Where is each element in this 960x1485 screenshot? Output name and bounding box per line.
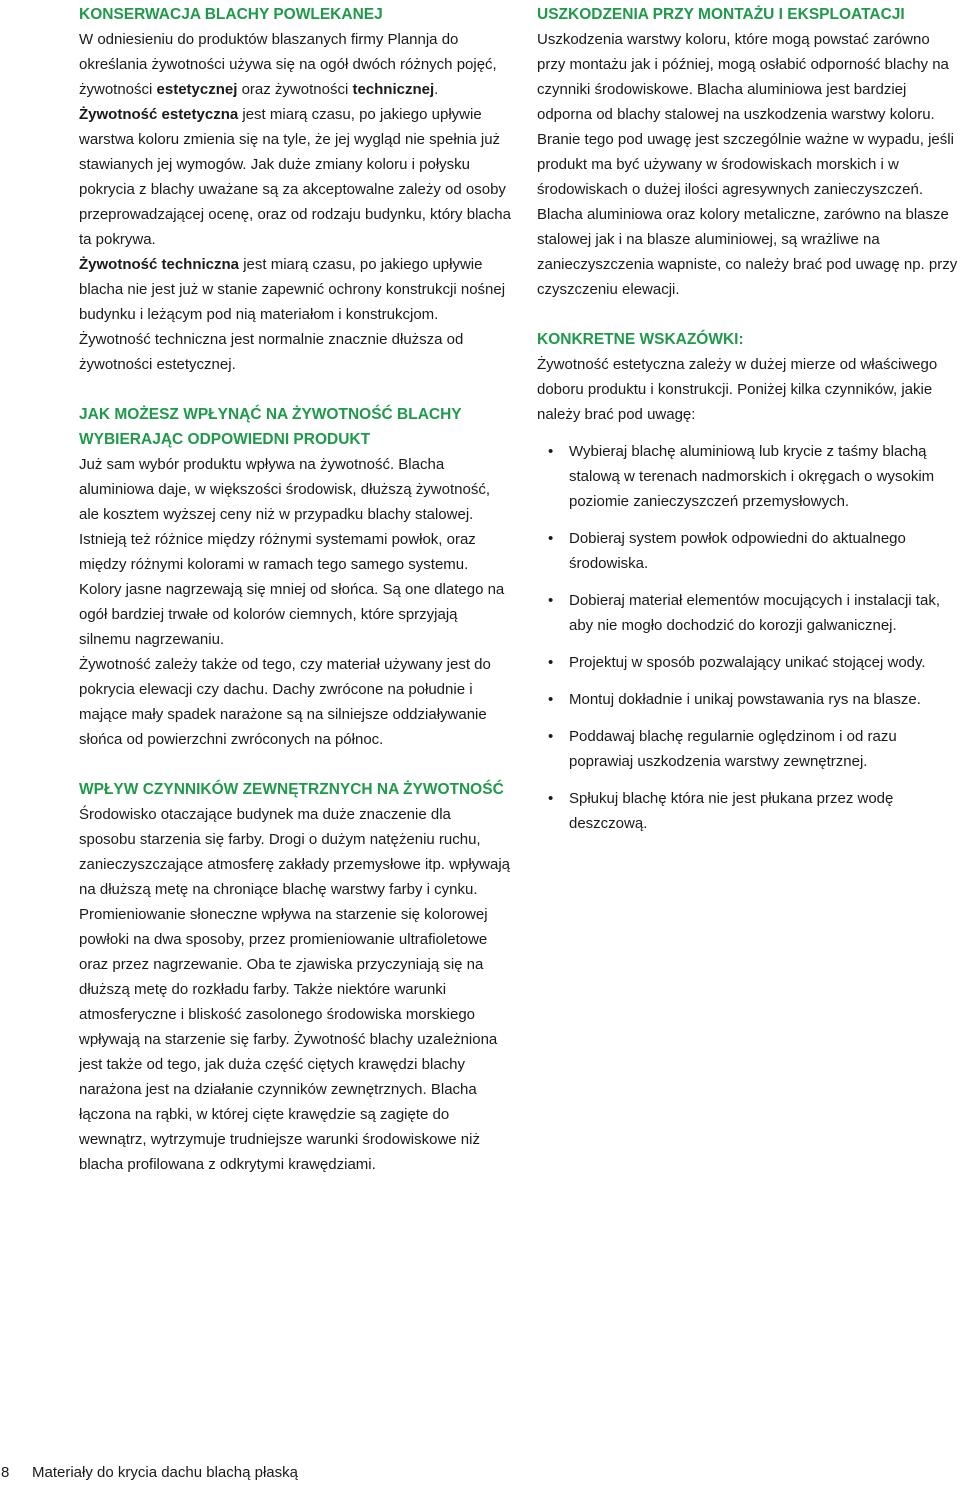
list-item: • Wybieraj blachę aluminiową lub krycie z taśmy blachą stalową w terenach nadmorskich i okręgach o wysokim poziomie zanieczyszczeń przemysłowych. xyxy=(537,439,960,514)
bullet-icon: • xyxy=(548,790,554,807)
bullet-icon: • xyxy=(548,443,554,460)
section-heading-konserwacja: KONSERWACJA BLACHY POWLEKANEJ xyxy=(79,6,383,23)
bullet-icon: • xyxy=(548,728,554,745)
paragraph-technical-lifetime: Żywotność techniczna jest miarą czasu, po jakiego upływie blacha nie jest już w stanie zapewnić ochrony konstrukcji nośnej budynku i leżącym pod nią materiałom i konstrukcjom. Żywotność techniczna jest normalnie znacznie dłuższa od żywotności estetycznej. xyxy=(79,256,506,373)
tips-list xyxy=(537,439,960,836)
section-heading-tips: KONKRETNE WSKAZÓWKI: xyxy=(537,331,744,348)
list-item: • Dobieraj system powłok odpowiedni do aktualnego środowiska. xyxy=(537,526,960,576)
paragraph-roof-facade: Żywotność zależy także od tego, czy materiał używany jest do pokrycia elewacji czy dachu. Dachy zwrócone na południe i mające mały spadek narażone są na silniejsze oddziaływanie słońca od powierzchni zwróconych na północ. xyxy=(79,656,491,748)
section-heading-damage: USZKODZENIA PRZY MONTAŻU I EKSPLOATACJI xyxy=(537,6,905,23)
section-heading-external-factors: WPŁYW CZYNNIKÓW ZEWNĘTRZNYCH NA ŻYWOTNOŚĆ xyxy=(79,781,504,798)
bullet-icon: • xyxy=(548,530,554,547)
paragraph-external-factors: Środowisko otaczające budynek ma duże znaczenie dla sposobu starzenia się farby. Drogi o dużym natężeniu ruchu, zanieczyszczające atmosferę zakłady przemysłowe itp. wpływają na dłuższą metę na chroniące blachę warstwy farby i cynku. Promieniowanie słoneczne wpływa na starzenie się kolorowej powłoki na dwa sposoby, przez promieniowanie ultrafioletowe oraz przez nagrzewanie. Oba te zjawiska przyczyniają się na dłuższą metę do rozkładu farby. Także niektóre warunki atmosferyczne i bliskość zasolonego środowiska morskiego wpływają na starzenie się farby. Żywotność blachy uzależniona jest także od tego, jak duża część ciętych krawędzi blachy narażona jest na działanie czynników zewnętrznych. Blacha łączona na rąbki, w której cięte krawędzie są zagięte do wewnątrz, wytrzymuje trudniejsze warunki środowiskowe niż blacha profilowana z odkrytymi krawędziami. xyxy=(79,806,511,1173)
left-column xyxy=(79,0,511,1177)
paragraph-intro: W odniesieniu do produktów blaszanych firmy Plannja do określania żywotności używa się na ogół dwóch różnych pojęć, żywotności estetycznej oraz żywotności technicznej. xyxy=(79,31,497,98)
page-number: 8 xyxy=(1,1464,10,1481)
bullet-icon: • xyxy=(548,592,554,609)
list-item: • Montuj dokładnie i unikaj powstawania rys na blasze. xyxy=(537,687,960,712)
paragraph-damage: Uszkodzenia warstwy koloru, które mogą powstać zarówno przy montażu jak i później, mogą osłabić odporność blachy na czynniki środowiskowe. Blacha aluminiowa jest bardziej odporna od blachy stalowej na uszkodzenia warstwy koloru. Branie tego pod uwagę jest szczególnie ważne w wypadu, jeśli produkt ma być używany w środowiskach morskich i w środowiskach o dużej ilości agresywnych zanieczyszczeń. Blacha aluminiowa oraz kolory metaliczne, zarówno na blasze stalowej jak i na blasze aluminiowej, są wrażliwe na zanieczyszczenia wapniste, co należy brać pod uwagę np. przy czyszczeniu elewacji. xyxy=(537,31,958,298)
paragraph-tips-intro: Żywotność estetyczna zależy w dużej mierze od właściwego doboru produktu i konstrukcji. Poniżej kilka czynników, jakie należy brać pod uwagę: xyxy=(537,356,938,423)
right-column xyxy=(537,0,960,836)
bullet-icon: • xyxy=(548,691,554,708)
bullet-icon: • xyxy=(548,654,554,671)
paragraph-product-choice: Już sam wybór produktu wpływa na żywotność. Blacha aluminiowa daje, w większości środowisk, dłuższą żywotność, ale kosztem wyższej ceny niż w przypadku blachy stalowej. Istnieją też różnice między różnymi systemami powłok, oraz między różnymi kolorami w ramach tego samego systemu. Kolory jasne nagrzewają się mniej od słońca. Są one dlatego na ogół bardziej trwałe od kolorów ciemnych, które sprzyjają silnemu nagrzewaniu. xyxy=(79,456,505,648)
list-item: • Projektuj w sposób pozwalający unikać stojącej wody. xyxy=(537,650,960,675)
section-heading-product-choice: JAK MOŻESZ WPŁYNĄĆ NA ŻYWOTNOŚĆ BLACHY WYBIERAJĄC ODPOWIEDNI PRODUKT xyxy=(79,406,462,448)
list-item: • Dobieraj materiał elementów mocujących i instalacji tak, aby nie mogło dochodzić do korozji galwanicznej. xyxy=(537,588,960,638)
list-item: • Spłukuj blachę która nie jest płukana przez wodę deszczową. xyxy=(537,786,960,836)
paragraph-aesthetic-lifetime: Żywotność estetyczna jest miarą czasu, po jakiego upływie warstwa koloru zmienia się na tyle, że jej wygląd nie spełnia już stawianych jej wymogów. Jak duże zmiany koloru i połysku pokrycia z blachy uważane są za akceptowalne zależy od osoby przeprowadzającej ocenę, oraz od rodzaju budynku, który blacha ta pokrywa. xyxy=(79,106,511,248)
footer-title: Materiały do krycia dachu blachą płaską xyxy=(32,1464,298,1481)
list-item: • Poddawaj blachę regularnie oględzinom i od razu poprawiaj uszkodzenia warstwy zewnętrznej. xyxy=(537,724,960,774)
